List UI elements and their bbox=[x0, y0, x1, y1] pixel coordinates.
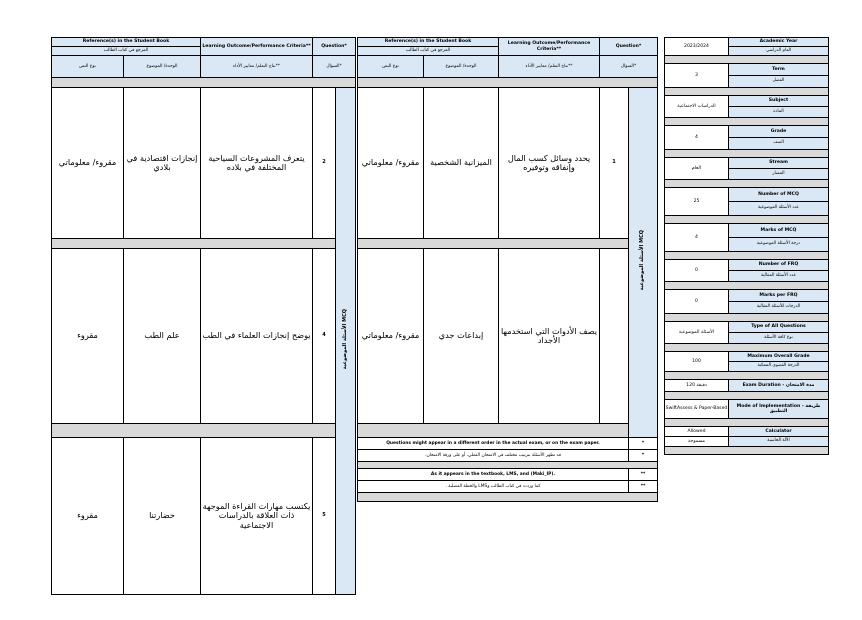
learning-outcome-header-ar: نتاج التعلم/ معايير الأداء** bbox=[499, 56, 600, 78]
grade-label-ar: الصف bbox=[729, 138, 829, 150]
question-number: 4 bbox=[313, 249, 336, 424]
separator-row bbox=[665, 216, 829, 224]
max-grade-label-ar: الدرجة القصوى الممكنة bbox=[729, 362, 829, 372]
mcq-count-value: 25 bbox=[665, 188, 729, 216]
table-cell-type: مقروء bbox=[52, 249, 124, 424]
question-type-label-ar: نوع كافة الأسئلة bbox=[729, 333, 829, 344]
subject-label: Subject bbox=[729, 96, 829, 107]
question-header: Question* bbox=[313, 38, 356, 56]
subject-value: الدراسات الاجتماعية bbox=[665, 96, 729, 118]
table-cell-unit: إنجازات اقتصادية في بلادي bbox=[124, 88, 201, 239]
note-mark: * bbox=[629, 450, 658, 462]
question-number bbox=[600, 249, 629, 424]
separator-row bbox=[665, 282, 829, 290]
separator-row bbox=[665, 372, 829, 380]
learning-outcome-header-ar: نتاج التعلم/ معايير الأداء** bbox=[201, 56, 313, 78]
max-grade-label: Maximum Overall Grade bbox=[729, 352, 829, 362]
separator-row bbox=[52, 424, 336, 438]
table-cell-unit: إبداعات جدي bbox=[424, 249, 499, 424]
text-type-header: نوع النص bbox=[52, 56, 124, 78]
frq-marks-value: 0 bbox=[665, 290, 729, 314]
reference-header: Reference(s) in the Student Book bbox=[52, 38, 201, 47]
exam-duration-value: 120 دقيقة bbox=[665, 380, 729, 392]
separator-row bbox=[52, 78, 356, 88]
separator-row bbox=[665, 392, 829, 400]
separator-row bbox=[358, 239, 629, 249]
note-mark: ** bbox=[629, 481, 658, 493]
table-cell-outcome: يتعرف المشروعات السياحية المختلفة في بلاده bbox=[201, 88, 313, 239]
separator-row bbox=[358, 424, 629, 438]
max-grade-value: 100 bbox=[665, 352, 729, 372]
question-number: 5 bbox=[313, 438, 336, 595]
note-order-en: Questions might appear in a different order in the actual exam, or on the exam paper. bbox=[358, 438, 629, 450]
table-cell-outcome: يحدد وسائل كسب المال وإنفاقه وتوفيره bbox=[499, 88, 600, 239]
stream-label: Stream bbox=[729, 158, 829, 169]
separator-row bbox=[358, 462, 658, 469]
table-cell-unit: حضارتنا bbox=[124, 438, 201, 595]
frq-count-label-ar: عدد الأسئلة المقالية bbox=[729, 271, 829, 282]
grade-value: 4 bbox=[665, 126, 729, 150]
exam-duration-label: Exam Duration - مدة الامتحان bbox=[729, 380, 829, 392]
academic-year-value: 2023/2024 bbox=[665, 38, 729, 56]
reference-header: Reference(s) in the Student Book bbox=[358, 38, 499, 47]
note-mark: ** bbox=[629, 469, 658, 481]
stream-value: العام bbox=[665, 158, 729, 180]
academic-year-label-ar: العام الدراسي bbox=[729, 47, 829, 56]
learning-outcome-header: Learning Outcome/Performance Criteria** bbox=[201, 38, 313, 56]
term-label-ar: الفصل bbox=[729, 76, 829, 88]
mcq-marks-label: Marks of MCQ bbox=[729, 224, 829, 238]
academic-year-label: Academic Year bbox=[729, 38, 829, 47]
mcq-marks-value: 4 bbox=[665, 224, 729, 252]
frq-count-value: 0 bbox=[665, 260, 729, 282]
table-cell-outcome: يكتسب مهارات القراءة الموجهة ذات العلاقة بالدراسات الاجتماعية bbox=[201, 438, 313, 595]
table-cell-type: مقروء/ معلوماتي bbox=[358, 88, 424, 239]
table-cell-type: مقروء/ معلوماتي bbox=[358, 249, 424, 424]
reference-header-ar: المرجع في كتاب الطالب bbox=[358, 47, 499, 56]
exam-info-panel bbox=[664, 37, 829, 455]
table-cell-unit: علم الطب bbox=[124, 249, 201, 424]
term-label: Term bbox=[729, 64, 829, 76]
question-number: 2 bbox=[313, 88, 336, 239]
separator-row bbox=[358, 78, 658, 88]
reference-header-ar: المرجع في كتاب الطالب bbox=[52, 47, 201, 56]
note-source-ar: كما وردت في كتاب الطالب وLMS والخطة الفصلية . bbox=[358, 481, 629, 493]
frq-count-label: Number of FRQ bbox=[729, 260, 829, 271]
section-label: الأسئلة الموضوعية MCQ bbox=[336, 88, 356, 595]
note-order-ar: قد تظهر الأسئلة بترتيب مختلف في الامتحان الفعلي، أو على ورقة الامتحان. bbox=[358, 450, 629, 462]
table-cell-unit: الميزانية الشخصية bbox=[424, 88, 499, 239]
question-number: 1 bbox=[600, 88, 629, 239]
calculator-value: Allowed bbox=[665, 427, 729, 437]
stream-label-ar: المسار bbox=[729, 169, 829, 180]
term-value: 3 bbox=[665, 64, 729, 88]
left-spec-table bbox=[51, 37, 356, 595]
grade-label: Grade bbox=[729, 126, 829, 138]
separator-row bbox=[665, 88, 829, 96]
unit-topic-header: الوحدة/ الموضوع bbox=[424, 56, 499, 78]
question-header-ar: السؤال* bbox=[600, 56, 658, 78]
middle-spec-table bbox=[357, 37, 658, 502]
separator-row bbox=[665, 314, 829, 322]
mcq-count-label: Number of MCQ bbox=[729, 188, 829, 202]
table-cell-outcome: يوضح إنجازات العلماء في الطب bbox=[201, 249, 313, 424]
note-source-en: As it appears in the textbook, LMS, and (Maki_IP). bbox=[358, 469, 629, 481]
separator-row bbox=[665, 344, 829, 352]
frq-marks-label: Marks per FRQ bbox=[729, 290, 829, 302]
question-type-label: Type of All Questions bbox=[729, 322, 829, 333]
mcq-marks-label-ar: درجة الأسئلة الموضوعية bbox=[729, 238, 829, 252]
learning-outcome-header: Learning Outcome/Performance Criteria** bbox=[499, 38, 600, 56]
note-mark: * bbox=[629, 438, 658, 450]
section-label: الأسئلة الموضوعية MCQ bbox=[629, 88, 658, 438]
separator-row bbox=[52, 239, 336, 249]
separator-row bbox=[665, 419, 829, 427]
question-header: Question* bbox=[600, 38, 658, 56]
calculator-label-ar: الآلة الحاسبة bbox=[729, 437, 829, 447]
separator-row bbox=[665, 150, 829, 158]
implementation-mode-label: Mode of Implementation - طريقة التطبيق bbox=[729, 400, 829, 419]
calculator-value-ar: مسموحة bbox=[665, 437, 729, 447]
table-cell-type: مقروء/ معلوماتي bbox=[52, 88, 124, 239]
mcq-count-label-ar: عدد الأسئلة الموضوعية bbox=[729, 202, 829, 216]
question-type-value: الأسئلة الموضوعية bbox=[665, 322, 729, 344]
separator-row bbox=[358, 493, 658, 502]
table-cell-type: مقروء bbox=[52, 438, 124, 595]
separator-row bbox=[665, 180, 829, 188]
separator-row bbox=[665, 56, 829, 64]
table-cell-outcome: يصف الأدوات التي استخدمها الأجداد bbox=[499, 249, 600, 424]
unit-topic-header: الوحدة/ الموضوع bbox=[124, 56, 201, 78]
separator-row bbox=[665, 447, 829, 455]
question-header-ar: السؤال* bbox=[313, 56, 356, 78]
separator-row bbox=[665, 252, 829, 260]
calculator-label: Calculator bbox=[729, 427, 829, 437]
frq-marks-label-ar: الدرجات للأسئلة المقالية bbox=[729, 302, 829, 314]
subject-label-ar: المادة bbox=[729, 107, 829, 118]
implementation-mode-value: SwiftAssess & Paper-Based bbox=[665, 400, 729, 419]
separator-row bbox=[665, 118, 829, 126]
text-type-header: نوع النص bbox=[358, 56, 424, 78]
